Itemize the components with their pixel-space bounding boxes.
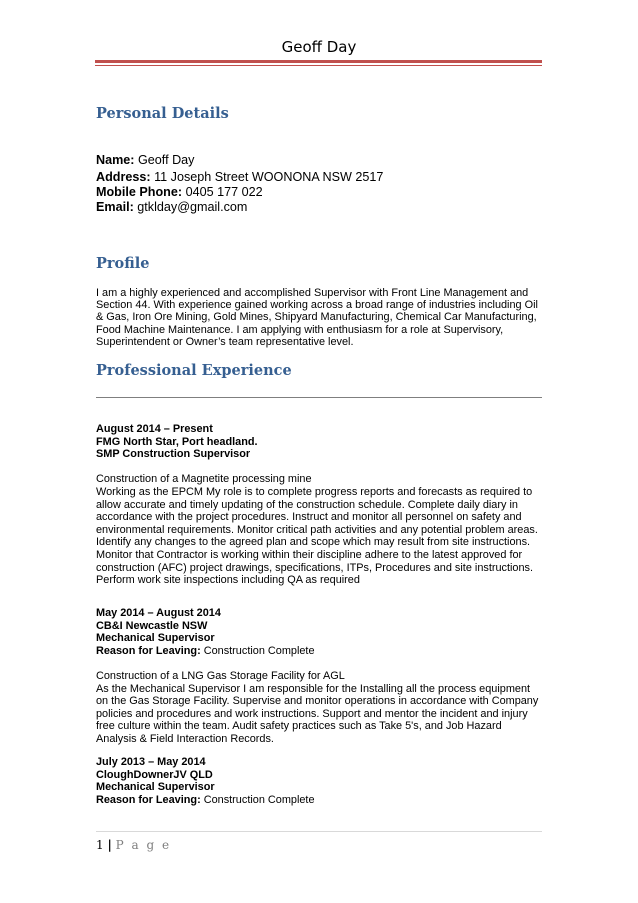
job-company: CloughDownerJV QLD: [96, 768, 213, 781]
job-dates: July 2013 – May 2014: [96, 756, 206, 768]
email-line: [96, 199, 247, 216]
document-header-title: Geoff Day: [281, 38, 357, 56]
mobile-value: 0405 177 022: [185, 185, 263, 199]
name-label: Name:: [96, 153, 135, 167]
profile-heading: Profile: [96, 255, 150, 272]
footer-rule: [96, 831, 542, 832]
experience-heading: Professional Experience: [96, 362, 292, 379]
section-divider: [96, 397, 542, 398]
name-line: [96, 152, 194, 169]
reason-value: Construction Complete: [203, 793, 315, 806]
job-entry: [96, 607, 542, 746]
job-company: CB&I Newcastle NSW: [96, 619, 208, 632]
job-description: Construction of a LNG Gas Storage Facility for AGL As the Mechanical Supervisor I am responsible for the Installing all the process equipment on the Gas Storage Facility. Supervise and monitor operations in accordance with Company policies and procedures and work instructions. Support and mentor the incident and injury free culture within the team. Audit safety practices such as Take 5's, and Job Hazard Analysis & Field Interaction Records.: [96, 669, 539, 745]
job-dates: August 2014 – Present: [96, 423, 213, 435]
reason-value: Construction Complete: [203, 644, 315, 657]
job-entry: [96, 756, 542, 806]
job-role: Mechanical Supervisor: [96, 632, 215, 645]
header-rule: [95, 60, 542, 63]
page-label: P a g e: [115, 838, 172, 852]
name-value: Geoff Day: [138, 153, 195, 167]
page-number: 1: [96, 838, 104, 852]
header-rule-thin: [95, 65, 542, 66]
job-reason-for-leaving: [96, 645, 542, 658]
job-company: FMG North Star, Port headland.: [96, 435, 258, 448]
job-reason-for-leaving: [96, 794, 542, 807]
personal-details-heading: Personal Details: [96, 105, 229, 122]
address-value: 11 Joseph Street WOONONA NSW 2517: [154, 170, 384, 184]
reason-label: Reason for Leaving:: [96, 793, 201, 806]
email-value: gtklday@gmail.com: [137, 200, 248, 214]
job-description: Construction of a Magnetite processing mine Working as the EPCM My role is to complete progress reports and forecasts as required to allow accurate and timely updating of the construction schedule. Complete daily diary in accordance with the project procedures. Instruct and monitor all personnel on safety and environmental requirements. Monitor critical path activities and any potential problem areas. Identify any changes to the agreed plan and scope which may result from site instructions. Monitor that Contractor is working within their discipline adhere to the latest approved for construction (AFC) project drawings, specifications, ITPs, Procedures and site instructions. Perform work site inspections including QA as required: [96, 473, 538, 587]
footer-separator: |: [107, 838, 112, 852]
job-dates: May 2014 – August 2014: [96, 607, 221, 619]
job-role: Mechanical Supervisor: [96, 781, 215, 794]
job-role: SMP Construction Supervisor: [96, 448, 251, 461]
profile-text: I am a highly experienced and accomplished Supervisor with Front Line Management and Section 44. With experience gained working across a broad range of industries including Oil & Gas, Iron Ore Mining, Gold Mines, Shipyard Manufacturing, Chemical Car Manufacturing, Food Machine Maintenance. I am applying with enthusiasm for a role at Supervisory, Superintendent or Owner’s team representative level.: [96, 287, 538, 348]
page-footer: [96, 838, 171, 852]
mobile-label: Mobile Phone:: [96, 185, 183, 199]
address-label: Address:: [96, 170, 151, 184]
job-entry: [96, 423, 542, 587]
email-label: Email:: [96, 200, 134, 214]
reason-label: Reason for Leaving:: [96, 644, 201, 657]
